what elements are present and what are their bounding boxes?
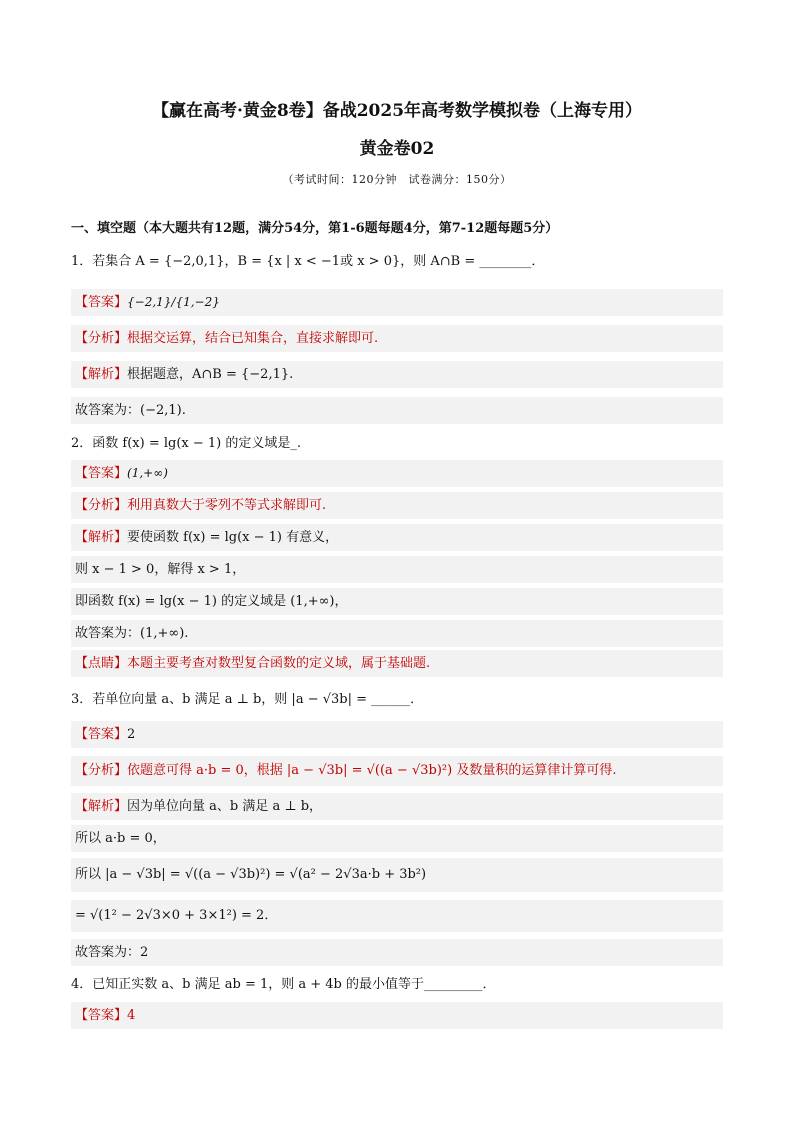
q3-answer-value: 2 [127, 727, 136, 742]
answer-tag: 【答案】 [75, 295, 128, 310]
q3-final: 故答案为：2 [71, 939, 723, 966]
q4-stem: 4．已知正实数 a、b 满足 ab = 1，则 a + 4b 的最小值等于_________． [71, 977, 496, 992]
remark-tag: 【点睛】 [75, 656, 128, 671]
q2-stem: 2．函数 f(x) = lg(x − 1) 的定义域是_. [71, 436, 301, 451]
solution-tag: 【解析】 [75, 367, 128, 382]
exam-title: 【赢在高考·黄金8卷】备战2025年高考数学模拟卷（上海专用） [151, 101, 643, 121]
exam-subtitle: 黄金卷02 [359, 139, 435, 159]
answer-tag: 【答案】 [75, 727, 128, 742]
q2-step1: 则 x − 1 > 0，解得 x > 1， [71, 556, 723, 583]
solution-tag: 【解析】 [75, 530, 128, 545]
q2-step2: 即函数 f(x) = lg(x − 1) 的定义域是 (1,+∞)， [71, 588, 723, 615]
analysis-tag: 【分析】 [75, 331, 128, 346]
q3-step3: = √(1² − 2√3×0 + 3×1²) = 2． [71, 900, 723, 932]
q3-stem: 3．若单位向量 a、b 满足 a ⊥ b，则 |a − √3b| = ______． [71, 692, 424, 707]
q2-analysis [71, 492, 723, 519]
answer-tag: 【答案】 [75, 1008, 128, 1023]
q1-solution [71, 361, 723, 388]
answer-tag: 【答案】 [75, 466, 128, 481]
q1-stem: 1．若集合 A = {−2,0,1}，B = {x | x < −1或 x > 0}，则 A∩B = ________． [71, 254, 545, 269]
q4-answer-value: 4 [127, 1008, 136, 1023]
q2-answer-value: (1,+∞) [127, 466, 168, 480]
q2-answer [71, 460, 723, 487]
q2-remark-text: 本题主要考查对数型复合函数的定义域，属于基础题. [127, 656, 431, 671]
q1-analysis [71, 325, 723, 352]
q3-solution [71, 793, 723, 820]
q2-solution [71, 524, 723, 551]
q1-final: 故答案为：(−2,1). [71, 397, 723, 424]
q4-answer [71, 1002, 723, 1029]
q3-answer [71, 721, 723, 748]
q3-step2: 所以 |a − √3b| = √((a − √3b)²) = √(a² − 2√3a·b + 3b²) [71, 858, 723, 892]
q3-step1: 所以 a·b = 0， [71, 825, 723, 852]
analysis-tag: 【分析】 [75, 763, 128, 778]
q1-solution-text: 根据题意，A∩B = {−2,1}. [127, 367, 294, 382]
q2-analysis-text: 利用真数大于零列不等式求解即可. [127, 498, 327, 513]
q3-analysis [71, 756, 723, 786]
solution-tag: 【解析】 [75, 799, 128, 814]
q2-remark [71, 650, 723, 677]
q2-final: 故答案为：(1,+∞). [71, 620, 723, 647]
q1-analysis-text: 根据交运算，结合已知集合，直接求解即可. [127, 331, 379, 346]
exam-info: （考试时间：120分钟 试卷满分：150分） [282, 173, 512, 186]
q1-answer [71, 289, 723, 316]
analysis-tag: 【分析】 [75, 498, 128, 513]
q1-answer-value: {−2,1}/{1,−2} [127, 295, 220, 309]
q3-analysis-text: 依题意可得 a·b = 0，根据 |a − √3b| = √((a − √3b)²) 及数量积的运算律计算可得. [127, 763, 617, 778]
q3-solution-text: 因为单位向量 a、b 满足 a ⊥ b， [127, 799, 323, 814]
q2-solution-text: 要使函数 f(x) = lg(x − 1) 有意义， [127, 530, 339, 545]
section-heading: 一、填空题（本大题共有12题，满分54分，第1-6题每题4分，第7-12题每题5分） [71, 221, 559, 236]
